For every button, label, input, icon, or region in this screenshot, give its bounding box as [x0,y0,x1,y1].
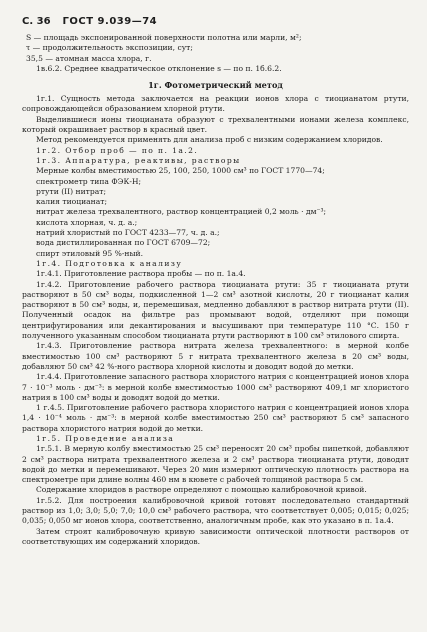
paragraph-prep-3: 1г.4.3. Приготовление раствора нитрата железа трехвалентного: в мерной колбе вместимостью 100 см³ растворяют 5 г нитрата трехвалентного железа в 20 см³ воды, добавляют 50 см³ 42 %-ного раствора хлорной кислоты и доводят водой до метки. [22,341,409,371]
analysis [22,434,409,547]
page-number: С. 36 [22,16,51,27]
section-title: 1г. Фотометрический метод [148,80,283,91]
equipment-item: ртути (II) нитрат; [36,186,107,196]
paragraph-prep-4: 1г.4.4. Приготовление запасного раствора хлористого натрия с концентрацией ионов хлора 7 · 10⁻³ моль · дм⁻³: в мерной колбе вместимостью 1000 см³ растворяют 409,1 мг хлористого натрия в 100 см³ воды и доводят водой до метки. [22,372,409,402]
equipment-item: вода дистиллированная по ГОСТ 6709—72; [36,238,211,248]
preparation [22,259,409,434]
paragraph-prep-2: 1г.4.2. Приготовление рабочего раствора тиоцианата ртути: 35 г тиоцианата ртути растворяют в 50 см³ воды, подкисленной 1—2 см³ азотной кислоты, 20 г тиоцианат калия растворяют в 50 см³ воды, и, перемешивая, медленно добавляют в раствор нитрата ртути (II). Полученный осадок на фильтре раз промывают водой, отделяют при помощи центрифугирования или декантирования и высушивают при температуре 110 °С. 150 г полученного указанным способом тиоцианата ртути растворяют в 100 см³ этилового спирта. [22,279,409,341]
page-header [22,16,409,27]
equipment-item: нитрат железа трехвалентного, раствор концентрацией 0,2 моль · дм⁻³; [36,207,327,217]
method-intro [22,94,409,166]
paragraph-complex: Выделившиеся ионы тиоцианата образуют с трехвалентными ионами железа комплекс, который окрашивает раствор в красный цвет. [22,114,409,135]
analysis-title: 1г.5. Проведение анализа [36,433,175,443]
paragraph-analysis-4: Затем строят калибровочную кривую зависимости оптической плотности растворов от соответствующих им содержаний хлоридов. [22,526,409,546]
equipment-item: калия тиоцианат; [36,197,108,207]
paragraph-prep-5: 1 г.4.5. Приготовление рабочего раствора хлористого натрия с концентрацией ионов хлора 1,4 · 10⁻⁴ моль · дм⁻³: в мерной колбе вместимостью 250 см³ растворяют 5 см³ запасного раствора хлористого натрия водой до метки. [22,403,409,433]
paragraph-1v62: 1в.6.2. Среднее квадратическое отклонение s — по п. 1б.6.2. [36,63,282,73]
definition-atomic-mass: 35,5 — атомная масса хлора, г. [26,53,152,63]
equipment-item: спектрометр типа ФЭК-Н; [36,176,142,186]
paragraph-sampling: 1г.2. Отбор проб — по п. 1а.2. [36,145,199,155]
definition-s: S — площадь экспонированной поверхности полотна или марли, м²; [26,33,302,42]
equipment-title: 1г.3. Аппаратура, реактивы, растворы [36,155,241,165]
preparation-title: 1г.4. Подготовка к анализу [36,258,183,268]
equipment-item: кислота хлорная, ч. д. а.; [36,217,138,227]
paragraph-recommendation: Метод рекомендуется применять для анализа проб с низким содержанием хлоридов. [36,135,383,145]
definitions [22,33,409,74]
equipment-item: натрий хлористый по ГОСТ 4233—77, ч. д. а.; [36,228,220,238]
standard-number: ГОСТ 9.039—74 [62,16,158,27]
equipment-list [22,166,409,259]
paragraph-essence: 1г.1. Сущность метода заключается на реакции ионов хлора с тиоцианатом ртути, сопровождающейся образованием хлорной ртути. [22,94,409,114]
definition-tau: τ — продолжительность экспозиции, сут; [26,43,193,53]
paragraph-prep-1: 1г.4.1. Приготовление раствора пробы — по п. 1а.4. [36,269,246,279]
paragraph-analysis-2: Содержание хлоридов в растворе определяют с помощью калибровочной кривой. [36,485,367,495]
paragraph-analysis-3: 1г.5.2. Для построения калибровочной кривой готовят последовательно стандартный раствор из 1,0; 3,0; 5,0; 7,0; 10,0 см³ рабочего раствора, что соответствует 0,005; 0,015; 0,025; 0,035; 0,050 мг ионов хлора, соответственно, аналогичным пробе, как это указано в п. 1а.4. [22,495,409,526]
equipment-item: Мерные колбы вместимостью 25, 100, 250, 1000 см³ по ГОСТ 1770—74; [36,166,325,176]
paragraph-analysis-1: 1г.5.1. В мерную колбу вместимостью 25 см³ переносят 20 см³ пробы пипеткой, добавляют 2 см³ раствора нитрата трехвалентного железа и 2 см³ раствора тиоцианата ртути, доводят водой до метки и перемешивают. Через 20 мин измеряют оптическую плотность раствора на спектрометре при длине волны 460 нм в кювете с рабочей толщиной раствора 5 см. [22,444,409,485]
equipment-item: спирт этиловый 95 %-ный. [36,248,143,258]
